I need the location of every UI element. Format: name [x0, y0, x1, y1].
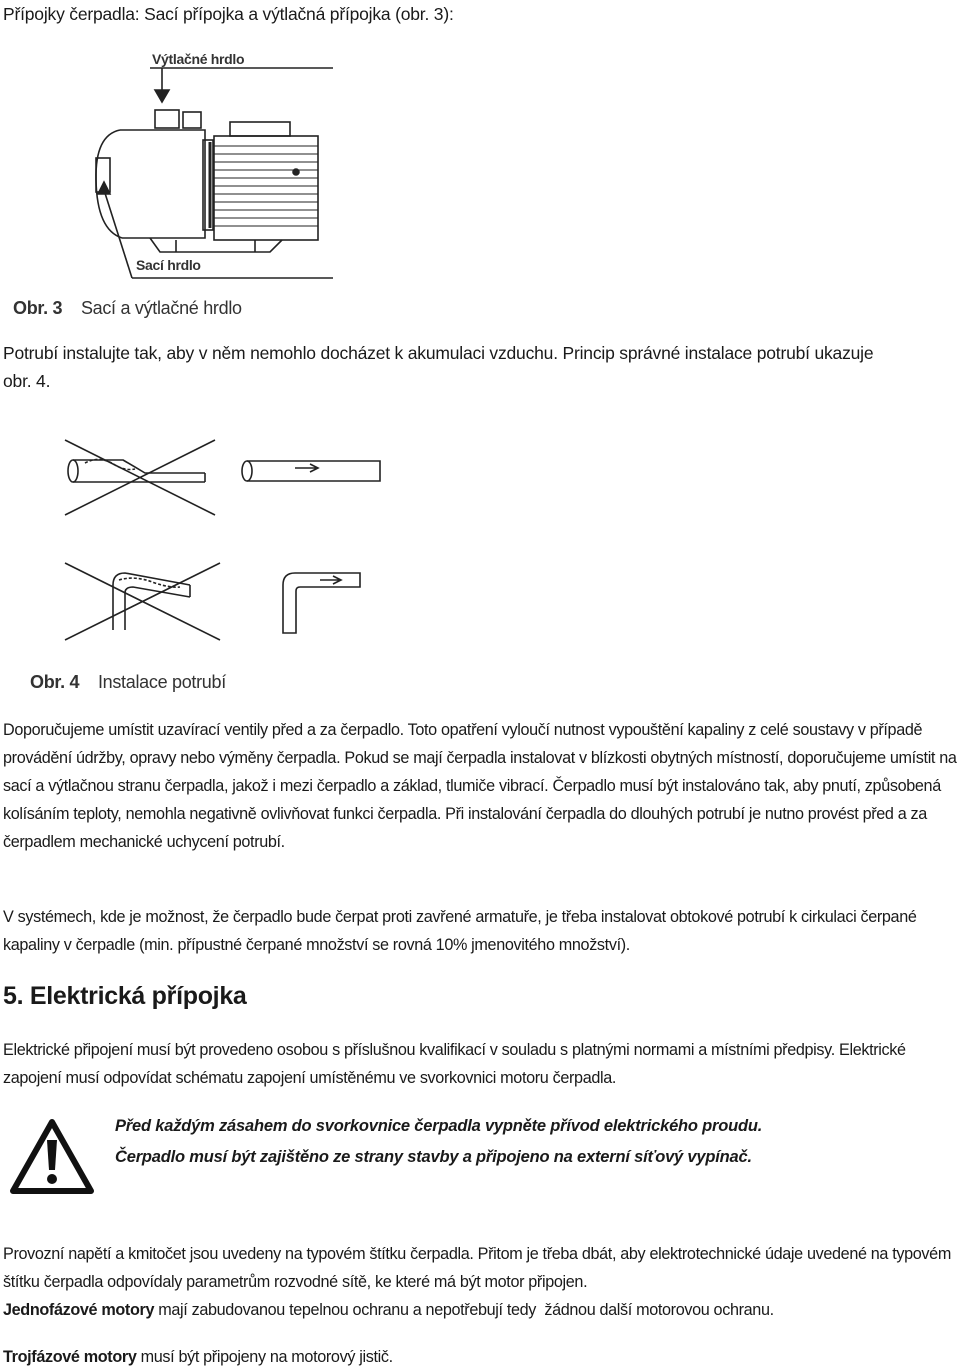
- figure-4-caption: [30, 672, 226, 693]
- single-phase-bold: Jednofázové motory: [3, 1301, 155, 1319]
- figure-4: [55, 435, 395, 655]
- three-phase-line: [3, 1343, 953, 1371]
- three-phase-text: musí být připojeny na motorový jistič.: [136, 1348, 393, 1366]
- suction-port-label: Sací hrdlo: [136, 257, 201, 273]
- pipe-installation-drawing: [55, 435, 395, 655]
- warning-line-1: Před každým zásahem do svorkovnice čerpadla vypněte přívod elektrického proudu.: [115, 1117, 763, 1135]
- discharge-port-label: Výtlačné hrdlo: [152, 51, 245, 67]
- section-heading: 5. Elektrická přípojka: [3, 982, 247, 1010]
- warning-triangle-icon: [10, 1118, 95, 1196]
- pipe-text-line-2: obr. 4.: [3, 371, 51, 391]
- warning-text: [115, 1111, 955, 1173]
- figure-4-title: Instalace potrubí: [97, 672, 226, 692]
- figure-3: [0, 40, 360, 330]
- figure-3-number: Obr. 3: [13, 298, 63, 318]
- correct-straight-pipe: [242, 461, 380, 481]
- pump-drawing: [0, 40, 360, 330]
- figure-4-number: Obr. 4: [30, 672, 80, 692]
- pipe-text-line-1: Potrubí instalujte tak, aby v něm nemohlo docházet k akumulaci vzduchu. Princip správné instalace potrubí ukazuje: [3, 343, 874, 363]
- correct-bent-pipe: [283, 573, 360, 633]
- intro-line: Přípojky čerpadla: Sací přípojka a výtlačná přípojka (obr. 3):: [3, 4, 454, 24]
- paragraph-valves: Doporučujeme umístit uzavírací ventily před a za čerpadlo. Toto opatření vyloučí nutnost vypouštění kapaliny z celé soustavy v případě provádění údržby, opravy nebo výměny čerpadla. Pokud se mají čerpadla instalovat v blízkosti obytných místností, doporučujeme umístit na sací a výtlačnou stranu čerpadla, jakož i mezi čerpadlo a základ, tlumiče vibrací. Čerpadlo musí být instalováno tak, aby pnutí, způsobená kolísáním teploty, nemohla negativně ovlivňovat funkci čerpadla. Při instalování čerpadla do dlouhých potrubí je nutno provést před a za čerpadlem mechanické uchycení potrubí.: [3, 721, 957, 851]
- three-phase-bold: Trojfázové motory: [3, 1348, 137, 1366]
- figure-3-title: Sací a výtlačné hrdlo: [80, 298, 242, 318]
- warning-line-2: Čerpadlo musí být zajištěno ze strany stavby a připojeno na externí síťový vypínač.: [115, 1148, 752, 1166]
- paragraph-electric: Elektrické připojení musí být provedeno osobou s příslušnou kvalifikací v souladu s platnými normami a místními předpisy. Elektrické zapojení musí odpovídat schématu zapojení umístěnému ve svorkovnici motoru čerpadla.: [3, 1041, 906, 1087]
- paragraph-voltage: Provozní napětí a kmitočet jsou uvedeny na typovém štítku čerpadla. Přitom je třeba dbát, aby elektrotechnické údaje uvedené na typovém štítku čerpadla odpovídaly parametrům rozvodné sítě, ke které má být motor připojen.: [3, 1245, 951, 1291]
- single-phase-text: mají zabudovanou tepelnou ochranu a nepotřebují tedy žádnou další motorovou ochranu.: [154, 1301, 774, 1319]
- single-phase-line: [3, 1296, 953, 1324]
- paragraph-bypass: V systémech, kde je možnost, že čerpadlo bude čerpat proti zavřené armatuře, je třeba instalovat obtokové potrubí k cirkulaci čerpané kapaliny v čerpadle (min. přípustné čerpané množství se rovná 10% jmenovitého množství).: [3, 908, 917, 954]
- wrong-bent-pipe: [65, 563, 220, 640]
- wrong-straight-pipe: [65, 440, 215, 515]
- figure-3-caption: [13, 298, 242, 319]
